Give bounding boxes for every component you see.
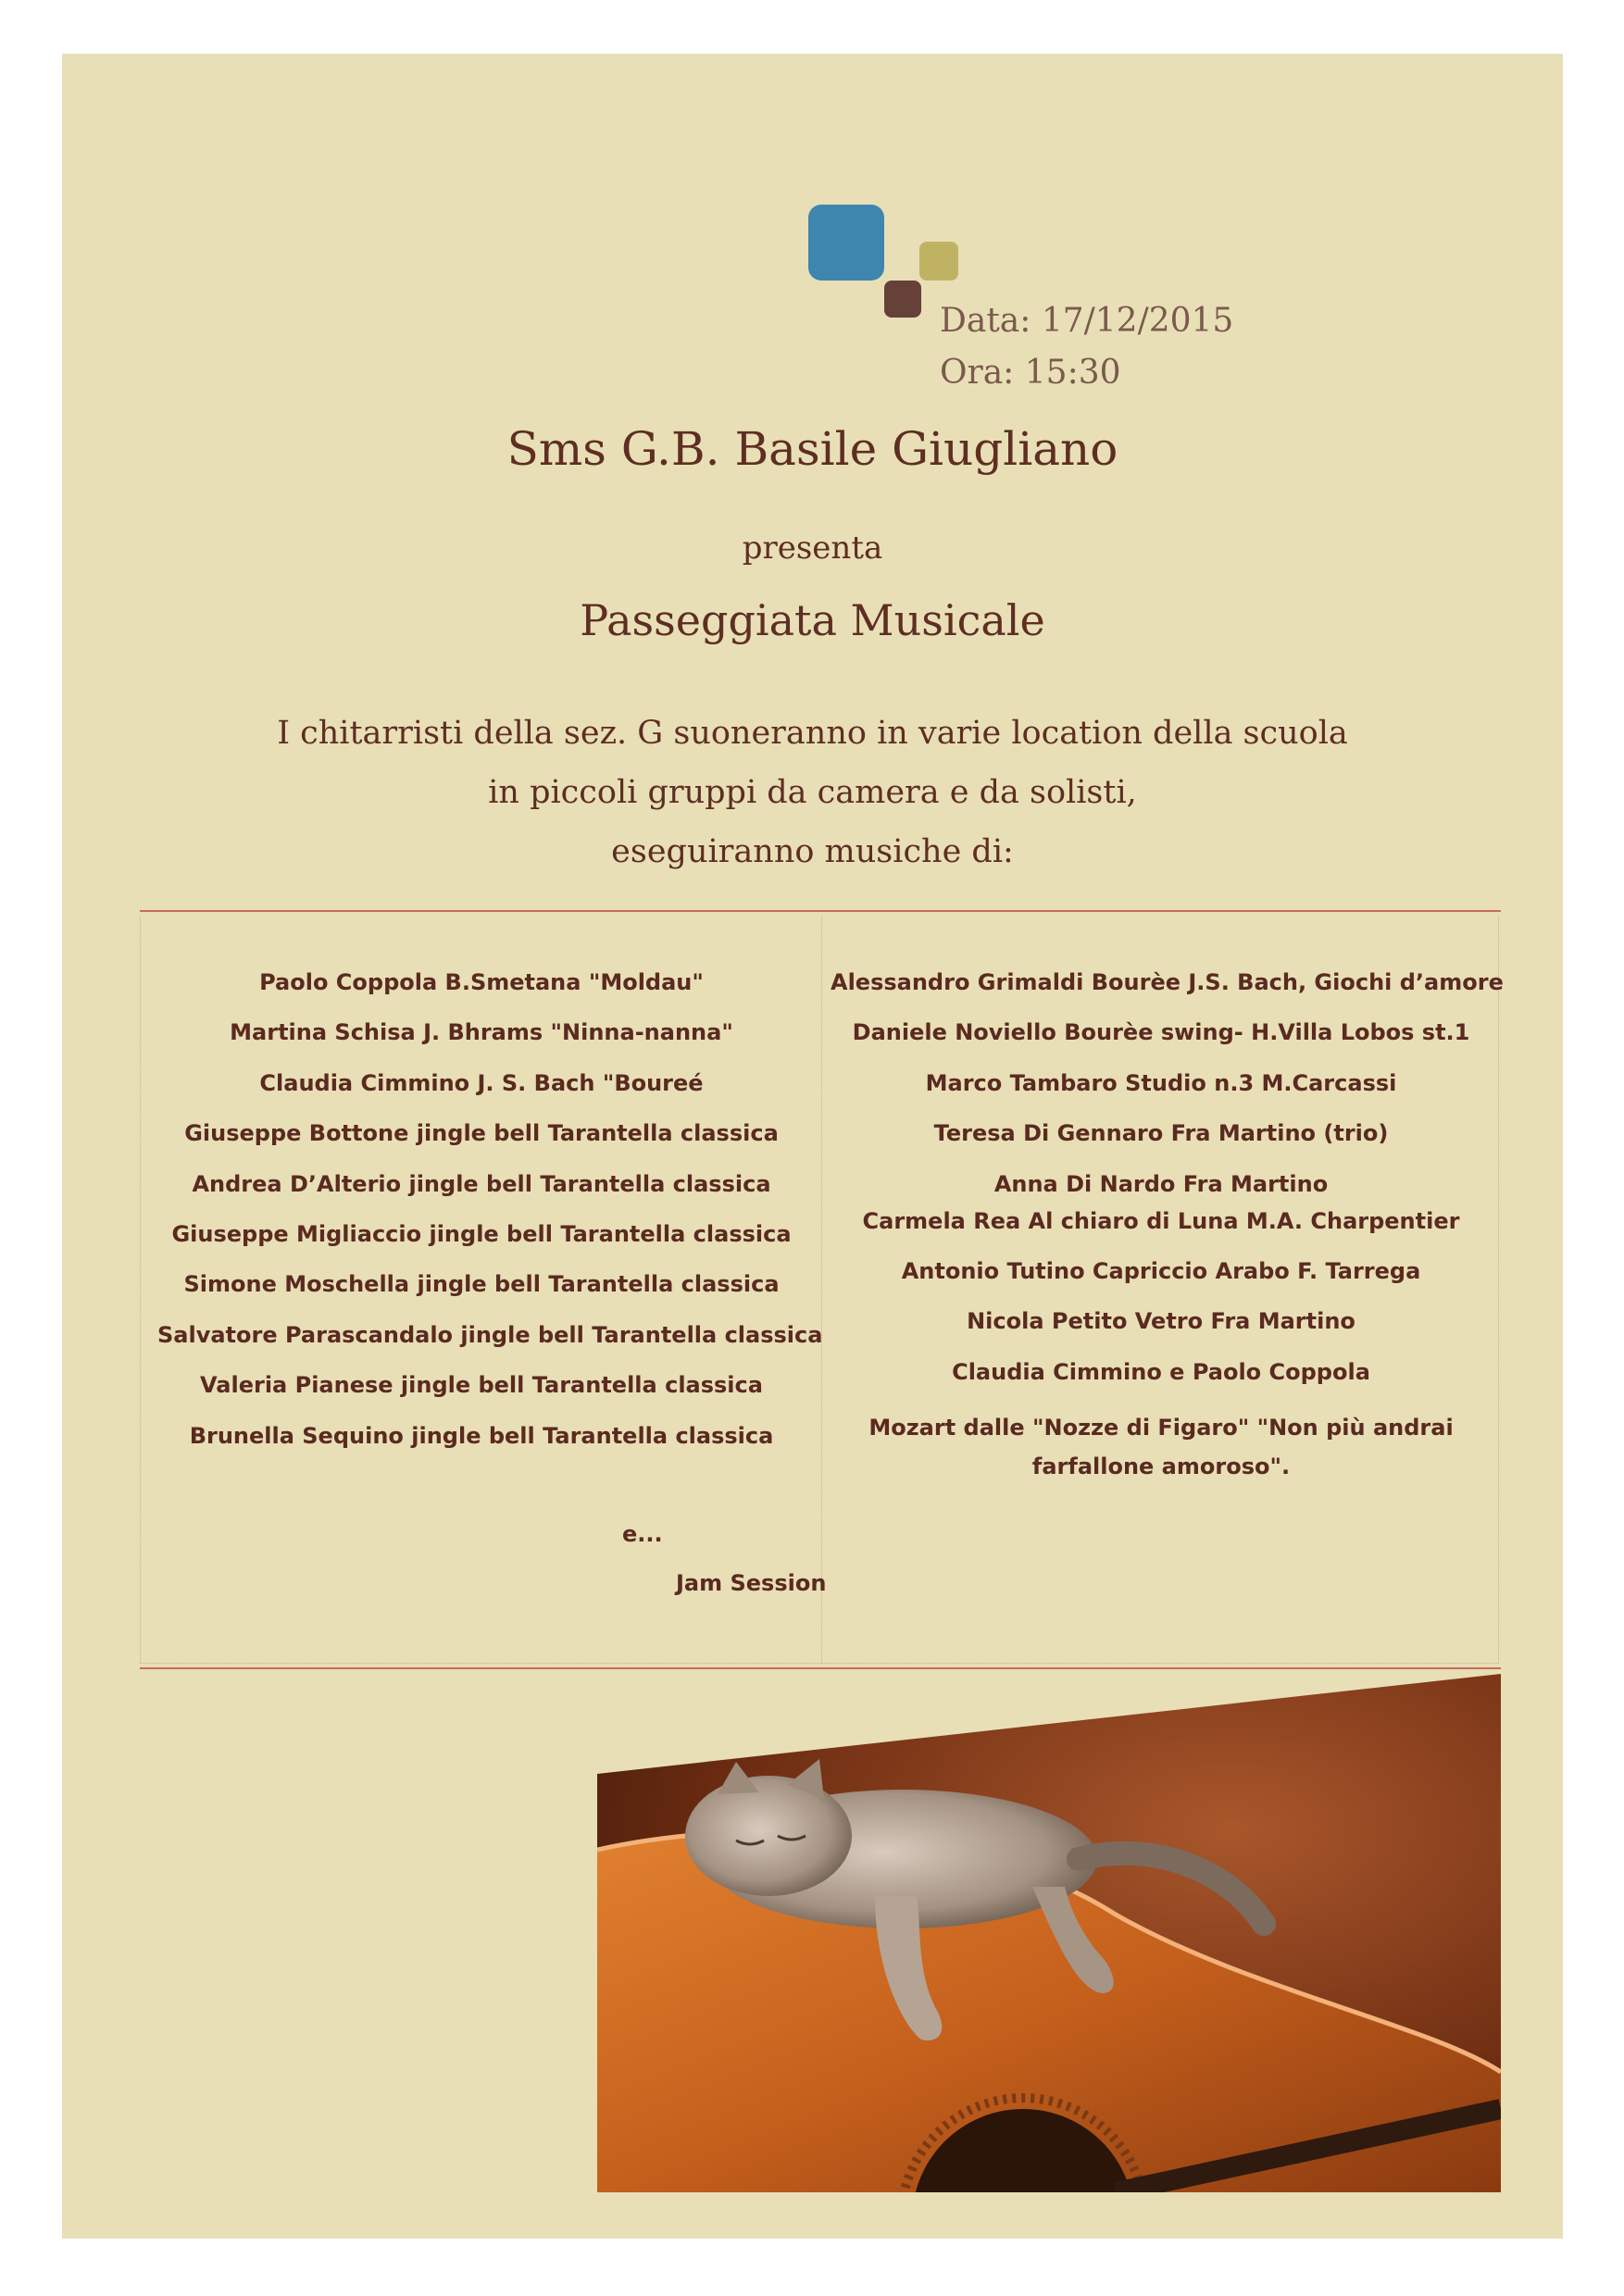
program-right-column <box>831 968 1504 1480</box>
intro-line-2: in piccoli gruppi da camera e da solisti, <box>488 774 1137 811</box>
program-item: Teresa Di Gennaro Fra Martino (trio) <box>933 1120 1389 1147</box>
extra-ellipsis: e... <box>622 1521 663 1547</box>
event-date: Data: 17/12/2015 <box>940 302 1234 340</box>
program-item: Claudia Cimmino e Paolo Coppola <box>952 1358 1370 1385</box>
program-item: Alessandro Grimaldi Bourèe J.S. Bach, Giochi d’amore <box>831 969 1504 995</box>
program-item: Paolo Coppola B.Smetana "Moldau" <box>259 969 704 995</box>
intro-line-3: eseguiranno musiche di: <box>611 833 1014 870</box>
program-item: Giuseppe Migliaccio jingle bell Tarantella classica <box>171 1220 792 1247</box>
program-left-column <box>157 968 823 1472</box>
program-item: Antonio Tutino Capriccio Arabo F. Tarrega <box>901 1257 1421 1284</box>
program-item: Salvatore Parascandalo jingle bell Tarantella classica <box>157 1321 823 1348</box>
program-item: Martina Schisa J. Bhrams "Ninna-nanna" <box>230 1019 733 1046</box>
program-item: Daniele Noviello Bourèe swing- H.Villa Lobos st.1 <box>852 1019 1470 1046</box>
logo-blue-square <box>808 205 884 281</box>
program-item: Andrea D’Alterio jingle bell Tarantella classica <box>192 1170 771 1197</box>
kitten-on-guitar-photo <box>597 1674 1501 2192</box>
event-title: Passeggiata Musicale <box>580 595 1045 645</box>
program-item: Brunella Sequino jingle bell Tarantella classica <box>189 1422 774 1449</box>
jam-session-label: Jam Session <box>676 1570 827 1596</box>
program-item: Marco Tambaro Studio n.3 M.Carcassi <box>925 1069 1397 1096</box>
event-time: Ora: 15:30 <box>940 354 1121 392</box>
program-item: Simone Moschella jingle bell Tarantella classica <box>183 1271 780 1298</box>
program-item: Valeria Pianese jingle bell Tarantella classica <box>200 1372 763 1399</box>
program-item: Mozart dalle "Nozze di Figaro" "Non più andrai farfallone amoroso". <box>868 1415 1454 1480</box>
program-item: Carmela Rea Al chiaro di Luna M.A. Charpentier <box>862 1207 1460 1234</box>
bottom-rule <box>140 1667 1501 1669</box>
program-item: Giuseppe Bottone jingle bell Tarantella classica <box>184 1120 779 1147</box>
school-name: Sms G.B. Basile Giugliano <box>506 422 1118 476</box>
top-rule <box>140 910 1501 912</box>
program-item: Claudia Cimmino J. S. Bach "Boureé <box>259 1069 704 1096</box>
presents-label: presenta <box>742 530 883 567</box>
column-divider <box>821 917 822 1664</box>
logo-brown-square <box>884 281 921 318</box>
program-item: Nicola Petito Vetro Fra Martino <box>967 1308 1355 1335</box>
program-item: Anna Di Nardo Fra Martino <box>993 1170 1329 1197</box>
logo-olive-square <box>919 242 958 281</box>
intro-line-1: I chitarristi della sez. G suoneranno in varie location della scuola <box>277 715 1348 752</box>
